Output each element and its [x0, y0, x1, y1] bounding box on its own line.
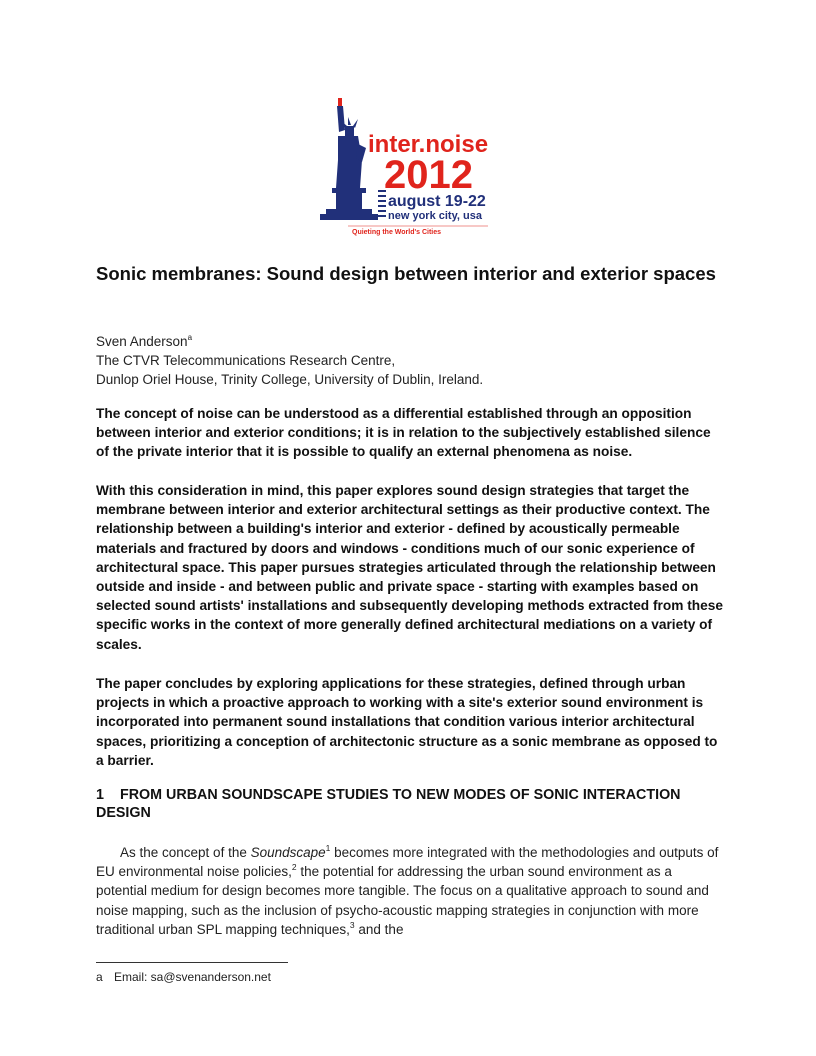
body-text-part: the potential for addressing the urban sound environment as a potential medium for design becomes more tangible. The focus on a qualitative approach to sound and noise mapping, such as the inclusion of psycho-acoustic mapping strategies in conjunction with more traditional urban SPL mapping techniques,	[96, 864, 709, 937]
reference-1: 1	[325, 843, 331, 853]
body-text-part: and the	[354, 921, 404, 937]
logo-name: inter.noise	[368, 131, 489, 158]
reference-3: 3	[349, 919, 355, 930]
torch-flame	[338, 98, 342, 106]
author-name-line	[96, 332, 483, 351]
statue-of-liberty-icon	[318, 98, 500, 240]
paper-title: Sonic membranes: Sound design between interior and exterior spaces	[96, 263, 716, 284]
body-text-part: As the concept of the	[120, 845, 251, 860]
logo-dates: august 19-22	[388, 193, 486, 210]
abstract-paragraph-3: The paper concludes by exploring applications for these strategies, defined through urban projects in which a proactive approach to working with a site's exterior sound environment is incorporated into permanent sound installations that condition various interior architectural spaces, prioritizing a conception of architectonic structure as a sonic membrane as opposed to a barrier.	[96, 676, 718, 768]
abstract-paragraph-2: With this consideration in mind, this paper explores sound design strategies that target the membrane between interior and exterior architectural settings as their productive context. The relationship between a building's interior and exterior - defined by acoustically permeable materials and fractured by doors and windows - conditions much of our sonic experience of architectural space. This paper pursues strategies articulated through the relationship between outside and inside - and between public and private space - starting with examples based on selected sound artists' installations and subsequently developing methods extracted from these specific works in the context of more generally defined architectural mediations on a variety of scales.	[96, 483, 723, 652]
logo-tagline: Quieting the World's Cities	[352, 229, 442, 236]
author-name: Sven Anderson	[96, 334, 188, 349]
reference-2: 2	[291, 862, 297, 873]
logo-city: new york city, usa	[388, 210, 482, 222]
section-title: FROM URBAN SOUNDSCAPE STUDIES TO NEW MODES OF SONIC INTERACTION DESIGN	[96, 787, 681, 821]
body-text-part: becomes more integrated with the methodologies and outputs of EU environmental noise policies,	[96, 845, 719, 880]
footnote	[96, 970, 271, 985]
footnote-email: Email: sa@svenanderson.net	[114, 970, 271, 984]
footnote-divider	[96, 962, 288, 963]
section-1-paragraph	[96, 843, 724, 939]
section-number: 1	[96, 787, 104, 803]
abstract-paragraph-1: The concept of noise can be understood as a differential established through an opposition between interior and exterior conditions; it is in relation to the subjectively established silence of the private interior that it is possible to qualify an external phenomena as noise.	[96, 406, 711, 460]
affiliation-line-1: The CTVR Telecommunications Research Centre,	[96, 353, 396, 368]
logo-year: 2012	[384, 153, 473, 197]
author-block	[96, 332, 483, 389]
footnote-mark: a	[96, 970, 103, 984]
affiliation-line-2: Dunlop Oriel House, Trinity College, University of Dublin, Ireland.	[96, 372, 484, 387]
section-1-heading	[96, 786, 696, 822]
soundscape-term: Soundscape	[250, 845, 326, 860]
affiliation-mark: a	[187, 333, 193, 342]
conference-logo	[318, 98, 500, 240]
